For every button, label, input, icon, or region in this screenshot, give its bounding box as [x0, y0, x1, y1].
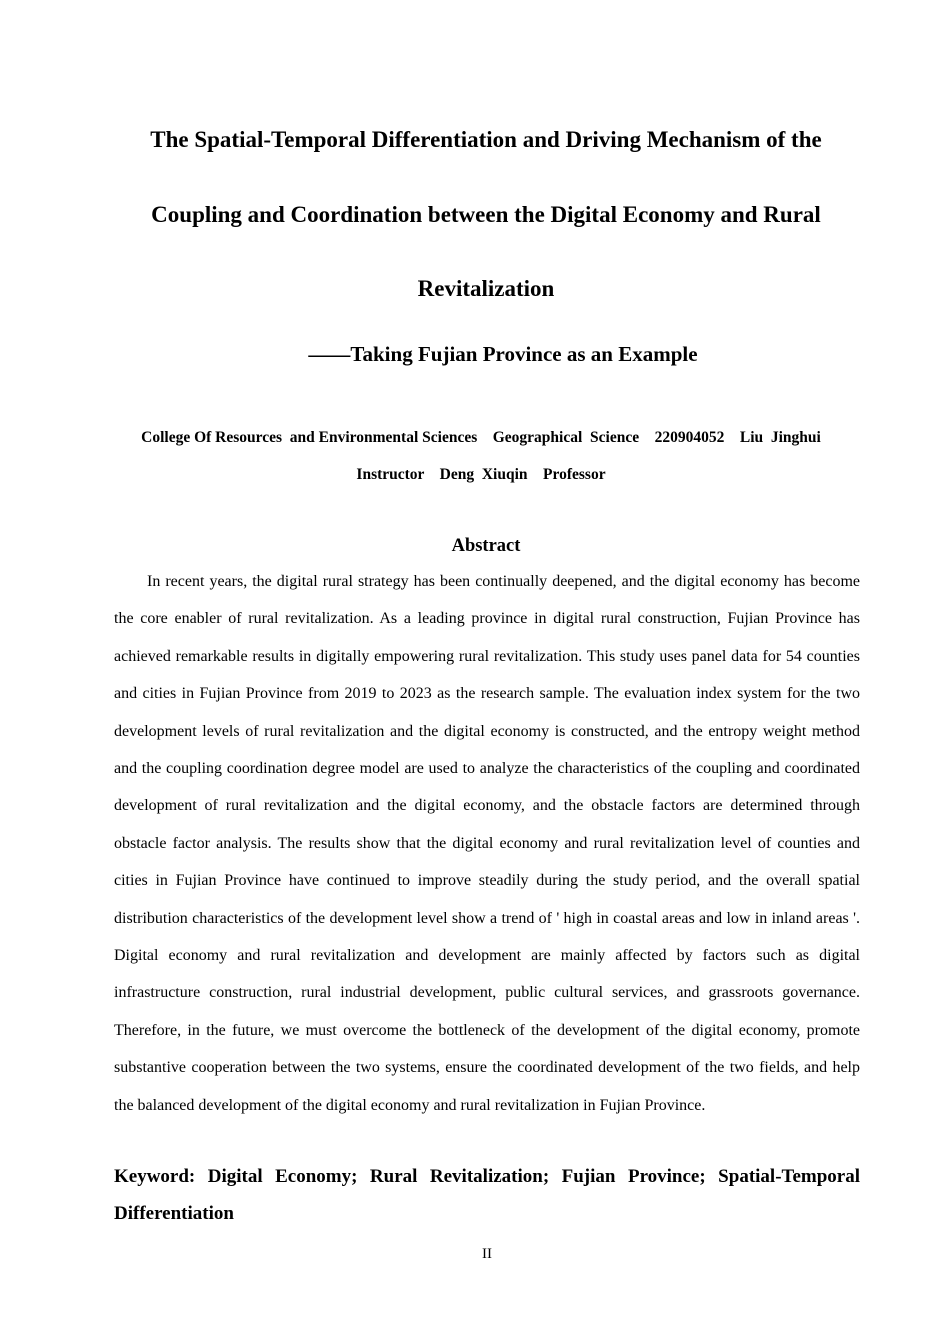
- title-line-1: The Spatial-Temporal Differentiation and Driving Mechanism of the: [150, 127, 822, 152]
- title-line-3: Revitalization: [417, 276, 555, 301]
- paper-subtitle: ——Taking Fujian Province as an Example: [308, 342, 698, 366]
- author-info: College Of Resources and Environmental Sciences Geographical Science 220904052 Liu Jinghui: [141, 429, 821, 446]
- abstract-heading: Abstract: [451, 536, 521, 556]
- page-number: II: [482, 1246, 492, 1262]
- abstract-body: In recent years, the digital rural strategy has been continually deepened, and the digital economy has become the core enabler of rural revitalization. As a leading province in digital rural construction, Fujian Province has achieved remarkable results in digitally empowering rural revitalization. This study uses panel data for 54 counties and cities in Fujian Province from 2019 to 2023 as the research sample. The evaluation index system for the two development levels of rural revitalization and the digital economy is constructed, and the entropy weight method and the coupling coordination degree model are used to analyze the characteristics of the coupling and coordinated development of rural revitalization and the digital economy, and the obstacle factors are determined through obstacle factor analysis. The results show that the digital economy and rural revitalization level of counties and cities in Fujian Province have continued to improve steadily during the study period, and the overall spatial distribution characteristics of the development level show a trend of ' high in coastal areas and low in inland areas '. Digital economy and rural revitalization and development are mainly affected by factors such as digital infrastructure construction, rural industrial development, public cultural services, and grassroots governance. Therefore, in the future, we must overcome the bottleneck of the development of the digital economy, promote substantive cooperation between the two systems, ensure the coordinated development of the two fields, and help the balanced development of the digital economy and rural revitalization in Fujian Province.: [114, 573, 860, 1114]
- paper-title: [110, 103, 862, 327]
- keywords: Keyword: Digital Economy; Rural Revitalization; Fujian Province; Spatial-Temporal Differentiation: [114, 1166, 860, 1224]
- instructor-info: Instructor Deng Xiuqin Professor: [356, 466, 606, 483]
- title-line-2: Coupling and Coordination between the Digital Economy and Rural: [151, 201, 821, 227]
